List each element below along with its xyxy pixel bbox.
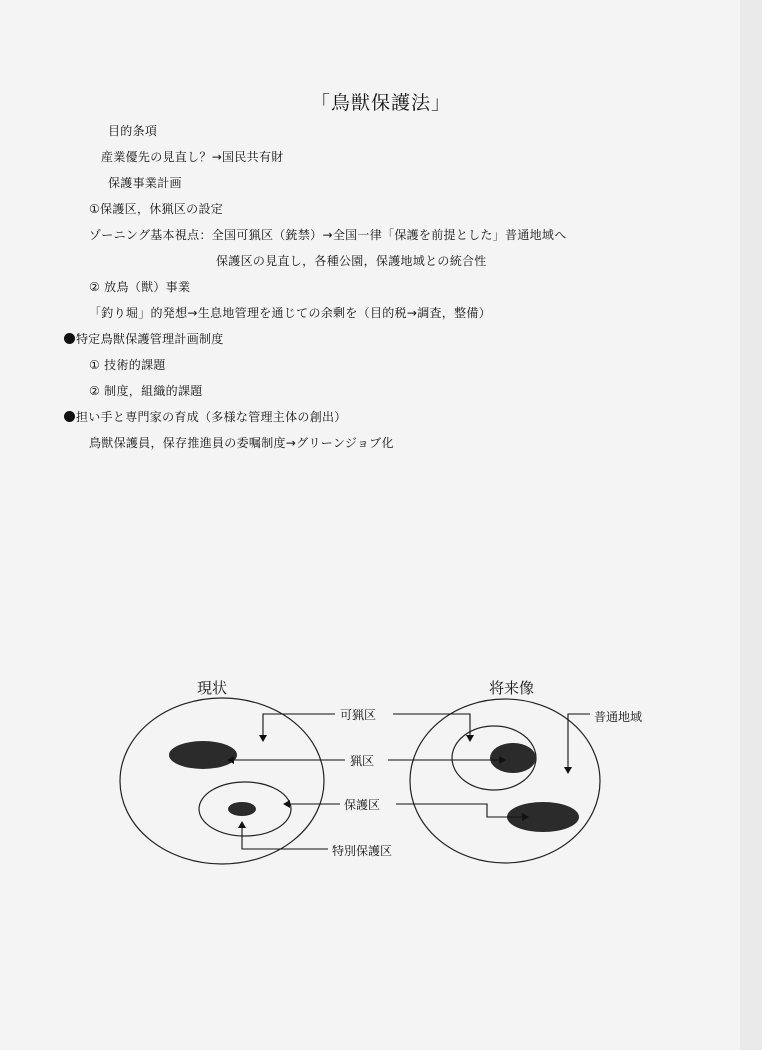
label-karyouku: 可猟区 xyxy=(340,708,377,722)
label-futsuu-chiiki: 普通地域 xyxy=(594,710,643,724)
text-line: 「釣り堀」的発想→生息地管理を通じての余剰を（目的税→調査，整備） xyxy=(89,306,492,320)
document-title: 「鳥獣保護法」 xyxy=(310,92,451,114)
text-line: ①保護区，休猟区の設定 xyxy=(89,202,224,216)
current-hunting-area-blob xyxy=(169,741,237,769)
text-line: ② 制度，組織的課題 xyxy=(89,384,203,398)
future-hunting-blob xyxy=(490,743,536,773)
text-line: 目的条項 xyxy=(108,124,158,138)
current-special-protection-blob xyxy=(228,802,256,816)
diagram-title-current: 現状 xyxy=(197,679,228,697)
text-line: ① 技術的課題 xyxy=(89,358,166,372)
arrow-karyouku-right xyxy=(393,714,470,741)
arrow-karyouku-left xyxy=(263,714,335,741)
text-line: ゾーニング基本視点：全国可猟区（銃禁）→全国一律「保護を前提とした」普通地域へ xyxy=(89,228,567,242)
text-line: ② 放鳥（獣）事業 xyxy=(89,280,191,294)
label-tokubetsu-hogoku: 特別保護区 xyxy=(332,844,393,858)
text-line: 産業優先の見直し？→国民共有財 xyxy=(101,150,284,164)
current-outer-ellipse xyxy=(120,698,324,864)
label-hogoku: 保護区 xyxy=(344,798,381,812)
text-line: 鳥獣保護員，保存推進員の委嘱制度→グリーンジョブ化 xyxy=(89,436,394,450)
diagram-title-future: 将来像 xyxy=(489,679,535,697)
section-heading-text: 特定鳥獣保護管理計画制度 xyxy=(76,332,224,346)
text-line: 保護区の見直し，各種公園，保護地域との統合性 xyxy=(216,254,487,268)
text-line: 保護事業計画 xyxy=(108,176,182,190)
future-outer-ellipse xyxy=(410,699,600,863)
section-heading-text: 担い手と専門家の育成（多様な管理主体の創出） xyxy=(76,410,347,424)
label-ryouku: 猟区 xyxy=(350,754,375,768)
